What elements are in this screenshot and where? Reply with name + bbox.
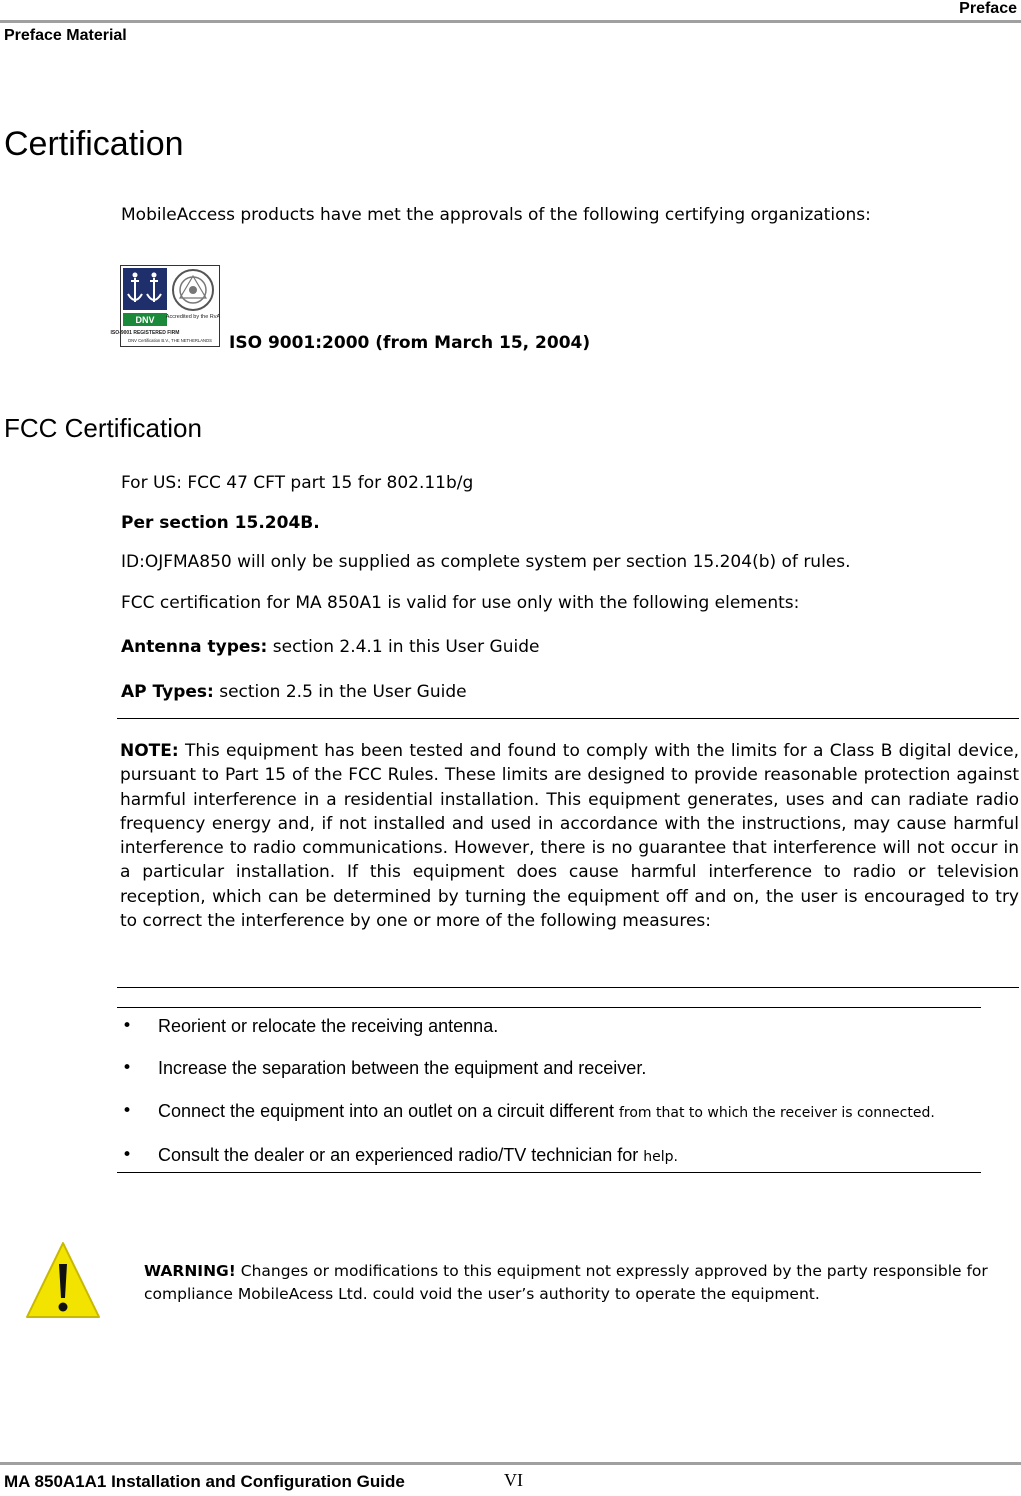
note-label: NOTE: <box>120 741 179 761</box>
fcc-id-line: ID:OJFMA850 will only be supplied as complete system per section 15.204(b) of rules. <box>121 552 851 572</box>
bullet-icon: • <box>122 1016 133 1036</box>
header-divider <box>0 20 1021 23</box>
dnv-logo-graphic <box>110 266 221 346</box>
header-chapter: Preface Material <box>4 27 127 44</box>
measures-list <box>117 1007 981 1173</box>
svg-text:Accredited by the RvA: Accredited by the RvA <box>165 314 221 320</box>
ap-types-value: section 2.5 in the User Guide <box>219 682 467 702</box>
dnv-anchor-panel <box>123 268 167 310</box>
bullet-icon: • <box>122 1101 133 1121</box>
antenna-types-label: Antenna types: <box>121 637 268 657</box>
note-box <box>117 718 1019 988</box>
bullet-icon: • <box>122 1145 133 1165</box>
footer-guide-title: MA 850A1A1 Installation and Configuration Guide <box>4 1472 405 1491</box>
intro-text: MobileAccess products have met the approvals of the following certifying organizations: <box>121 205 871 225</box>
svg-text:ISO-9001 REGISTERED FIRM: ISO-9001 REGISTERED FIRM <box>110 330 180 336</box>
page-number: VI <box>504 1470 523 1490</box>
svg-text:DNV Certification B.V., THE NE: DNV Certification B.V., THE NETHERLANDS <box>128 338 212 343</box>
antenna-types-line <box>121 637 539 657</box>
iso-label: ISO 9001:2000 (from March 15, 2004) <box>229 333 591 353</box>
list-item-text: Reorient or relocate the receiving antenna. <box>158 1016 499 1036</box>
iso-certification-logo <box>110 265 221 347</box>
warning-paragraph <box>144 1260 1019 1306</box>
list-item-text: Increase the separation between the equipment and receiver. <box>158 1058 647 1078</box>
list-item-text: Connect the equipment into an outlet on a circuit different from that to which the receiver is connected. <box>158 1101 935 1121</box>
ap-types-label: AP Types: <box>121 682 214 702</box>
warning-icon <box>25 1240 101 1320</box>
bullet-icon: • <box>122 1058 133 1078</box>
fcc-per-section: Per section 15.204B. <box>121 513 320 533</box>
antenna-types-value: section 2.4.1 in this User Guide <box>272 637 540 657</box>
list-item-text: Consult the dealer or an experienced radio/TV technician for help. <box>158 1145 678 1165</box>
footer-divider <box>0 1462 1021 1465</box>
ap-types-line <box>121 682 467 702</box>
warning-body: Changes or modifications to this equipment not expressly approved by the party responsible for compliance MobileAcess Ltd. could void the user’s authority to operate the equipment. <box>144 1262 988 1303</box>
fcc-cert-line: FCC certification for MA 850A1 is valid for use only with the following elements: <box>121 593 800 613</box>
warning-label: WARNING! <box>144 1262 236 1280</box>
page-title: Certification <box>4 125 184 163</box>
fcc-heading: FCC Certification <box>4 413 202 443</box>
svg-text:DNV: DNV <box>135 315 155 325</box>
note-paragraph <box>120 739 1019 933</box>
header-section: Preface <box>959 0 1017 17</box>
fcc-for-us: For US: FCC 47 CFT part 15 for 802.11b/g <box>121 473 474 493</box>
note-body: This equipment has been tested and found to comply with the limits for a Class B digital device, pursuant to Part 15 of the FCC Rules. These limits are designed to provide reasonable protection against harmful interference in a residential installation. This equipment generates, uses and can radiate radio frequency energy and, if not installed and used in accordance with the instructions, may cause harmful interference to radio communications. However, there is no guarantee that interference will not occur in a particular installation. If this equipment does cause harmful interference to radio or television reception, which can be determined by turning the equipment off and on, the user is encouraged to try to correct the interference by one or more of the following measures: <box>120 741 1019 932</box>
